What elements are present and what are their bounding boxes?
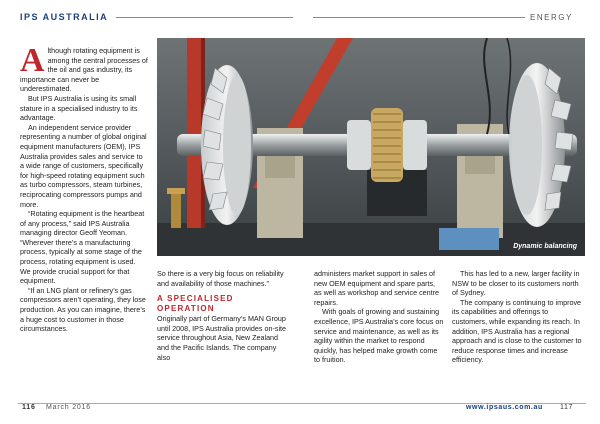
paragraph: The company is continuing to improve its capabilities and offerings to customers, while expanding its reach. In addition, IPS Australia has a regional approach and is close to the customer to reduce response times and increase efficiency. xyxy=(452,297,582,365)
category-label: ENERGY xyxy=(530,13,573,22)
section-subheading: A SPECIALISED OPERATION xyxy=(157,294,234,314)
section-title: IPS AUSTRALIA xyxy=(20,12,109,22)
paragraph: “If an LNG plant or refinery’s gas compressors aren’t operating, they lose production. As you can imagine, there’s a huge cost to customer in those circumstances. xyxy=(20,285,146,334)
article-column-2 xyxy=(157,269,287,362)
paragraph: lthough rotating equipment is among the central processes of the oil and gas industry, its importance can never be underestimated. xyxy=(20,46,148,94)
issue-date: March 2016 xyxy=(46,404,91,411)
page-number-right: 117 xyxy=(560,404,573,411)
article-column-4 xyxy=(452,269,582,365)
paragraph: An independent service provider representing a number of global original equipment manufacturers (OEM), IPS Australia provides sales and service to a wide range of customers, specifically for high-speed rotating equipment such as turbo compressors, steam turbines, reciprocating compressors pumps and more. xyxy=(20,122,147,209)
page-number-left: 116 xyxy=(22,404,36,411)
article-column-1 xyxy=(20,42,148,334)
article-column-3 xyxy=(314,269,444,365)
header-rule-left xyxy=(116,17,293,18)
paragraph: So there is a very big focus on reliability and availability of those machines.” xyxy=(157,269,284,288)
turbine-rotor-illustration xyxy=(157,38,585,256)
paragraph: But IPS Australia is using its small stature in a specialised industry to its advantage. xyxy=(20,93,138,123)
drop-cap: A xyxy=(20,42,45,79)
paragraph: With goals of growing and sustaining excellence, IPS Australia’s core focus on service and maintenance, as well as its agility within the market to respond quickly, has helped make growth come to fruition. xyxy=(314,307,444,365)
paragraph: Originally part of Germany’s MAN Group until 2008, IPS Australia provides on-site service throughout Asia, New Zealand and the Pacific Islands. The company also xyxy=(157,314,287,362)
website-link[interactable]: www.ipsaus.com.au xyxy=(466,404,543,411)
paragraph: administers market support in sales of new OEM equipment and spare parts, as well as workshop and service centre repairs. xyxy=(314,269,440,307)
balancing-photo xyxy=(157,38,585,256)
photo-caption: Dynamic balancing xyxy=(513,243,577,250)
paragraph: “Rotating equipment is the heartbeat of any process,” said IPS Australia managing director Geoff Yeoman. “Wherever there’s a manufacturing process, typically at some stage of the process, rotating equipment is used. We provide crucial support for that equipment. xyxy=(20,209,145,286)
header-rule-right xyxy=(313,17,525,18)
paragraph: This has led to a new, larger facility in NSW to be closer to its customers north of Sydney. xyxy=(452,269,580,298)
